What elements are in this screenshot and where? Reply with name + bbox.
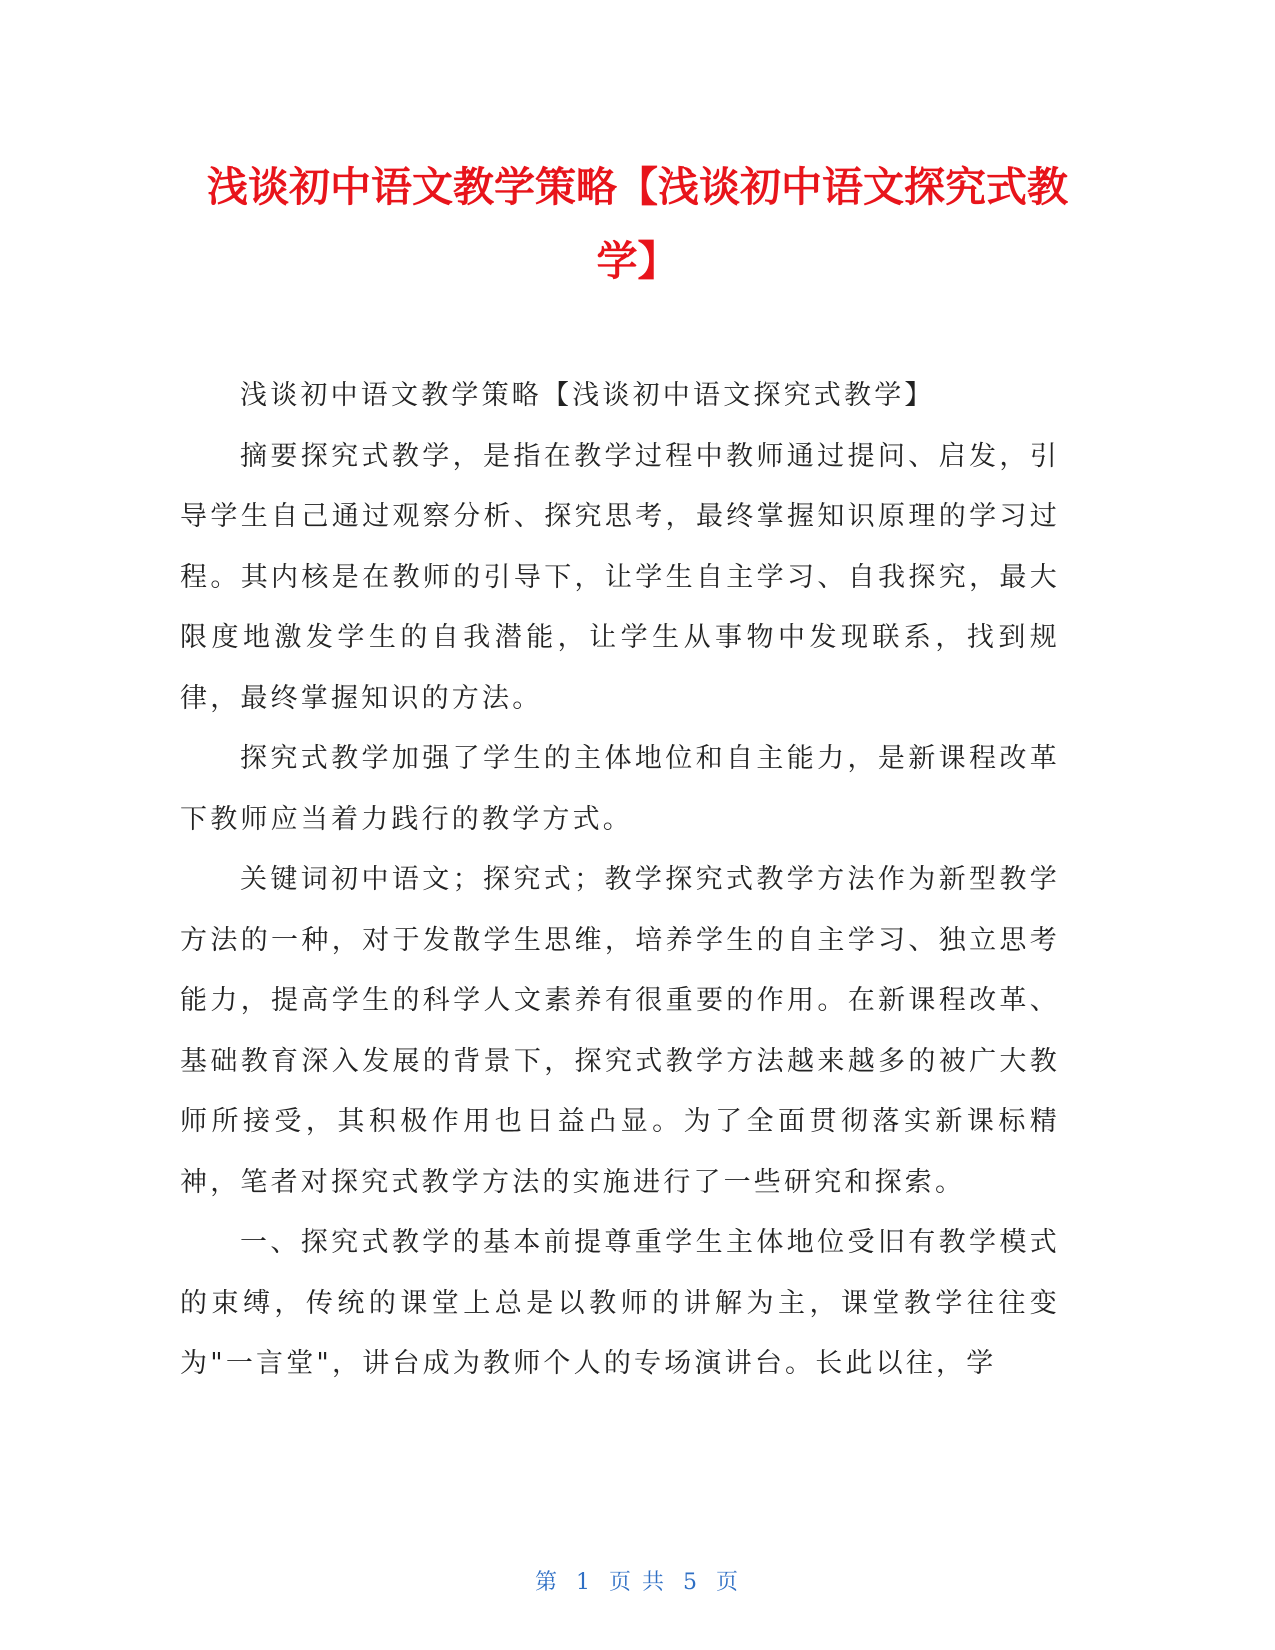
paragraph-abstract-continued: 探究式教学加强了学生的主体地位和自主能力，是新课程改革下教师应当着力践行的教学方式。 <box>180 743 1060 835</box>
footer-suffix: 页 <box>716 1570 741 1595</box>
paragraph-abstract: 摘要探究式教学，是指在教学过程中教师通过提问、启发，引导学生自己通过观察分析、探究思考，最终掌握知识原理的学习过程。其内核是在教师的引导下，让学生自主学习、自我探究，最大限度地激发学生的自我潜能，让学生从事物中发现联系，找到规律，最终掌握知识的方法。 <box>180 440 1060 714</box>
paragraph-heading-repeat: 浅谈初中语文教学策略【浅谈初中语文探究式教学】 <box>240 380 935 411</box>
footer-total-pages: 5 <box>683 1570 699 1595</box>
footer-middle: 页 共 <box>609 1570 666 1595</box>
paragraph-keywords: 关键词初中语文；探究式；教学探究式教学方法作为新型教学方法的一种，对于发散学生思维，培养学生的自主学习、独立思考能力，提高学生的科学人文素养有很重要的作用。在新课程改革、基础教育深入发展的背景下，探究式教学方法越来越多的被广大教师所接受，其积极作用也日益凸显。为了全面贯彻落实新课标精神，笔者对探究式教学方法的实施进行了一些研究和探索。 <box>180 864 1060 1198</box>
page-footer <box>0 1568 1275 1598</box>
paragraph-section-one: 一、探究式教学的基本前提尊重学生主体地位受旧有教学模式的束缚，传统的课堂上总是以教师的讲解为主，课堂教学往往变为"一言堂"，讲台成为教师个人的专场演讲台。长此以往，学 <box>180 1227 1060 1379</box>
document-title: 浅谈初中语文教学策略【浅谈初中语文探究式教学】 <box>207 163 1068 285</box>
document-body <box>180 366 1060 1395</box>
footer-prefix: 第 <box>534 1570 559 1595</box>
footer-current-page: 1 <box>576 1570 592 1595</box>
